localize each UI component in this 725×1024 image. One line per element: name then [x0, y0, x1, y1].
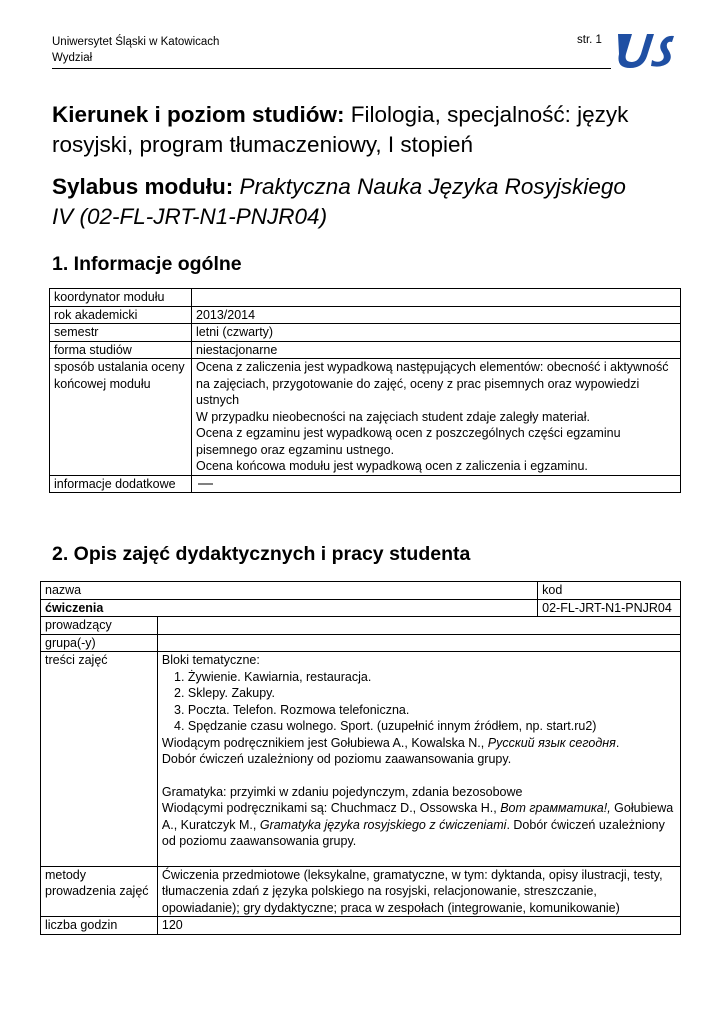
methods-text: Ćwiczenia przedmiotowe (leksykalne, gramatyczne, w tym: dyktanda, opisy ilustracji, testy, tłumaczenia zdań z języka polskiego na rosyjski, relacjonowanie, streszczanie, opowiadanie); gry dydaktyczne; praca w zespołach (integrowanie, komunikowanie) [157, 866, 680, 917]
table-row: koordynator modułu [50, 289, 681, 307]
additional-info-label: informacje dodatkowe [50, 475, 192, 493]
methods-label: metody prowadzenia zajęć [41, 866, 158, 917]
list-item: 3. Poczta. Telefon. Rozmowa telefoniczna. [188, 702, 676, 719]
list-item: 2. Sklepy. Zakupy. [188, 685, 676, 702]
table-row [41, 652, 681, 867]
hours-label: liczba godzin [41, 917, 158, 935]
table-row: forma studiów niestacjonarne [50, 341, 681, 359]
table-row [41, 599, 681, 617]
content-label: treści zajęć [41, 652, 158, 867]
section1-heading: 1. Informacje ogólne [52, 253, 242, 275]
syllabus-title: Sylabus modułu: Praktyczna Nauka Języka Rosyjskiego IV (02-FL-JRT-N1-PNJR04) [52, 174, 626, 229]
assessment-label: sposób ustalania oceny końcowej modułu [50, 359, 192, 476]
university-logo-icon [612, 30, 676, 70]
table-row: prowadzący [41, 617, 681, 635]
class-name: ćwiczenia [41, 599, 538, 617]
additional-info-value: — [198, 474, 213, 492]
page-header [52, 34, 219, 66]
university-name: Uniwersytet Śląski w Katowicach [52, 36, 220, 48]
table-row: nazwa kod [41, 582, 681, 600]
list-item: 4. Spędzanie czasu wolnego. Sport. (uzupełnić innym źródłem, np. start.ru2) [188, 718, 676, 735]
table-row [41, 866, 681, 917]
general-info-table [49, 288, 681, 493]
program-title: Kierunek i poziom studiów: Filologia, specjalność: język rosyjski, program tłumaczeniowy, I stopień [52, 102, 629, 157]
topics-list [162, 669, 676, 735]
table-row [50, 359, 681, 476]
table-row: semestr letni (czwarty) [50, 324, 681, 342]
assessment-text: Ocena z zaliczenia jest wypadkową następujących elementów: obecność i aktywność na zajęciach, przygotowanie do zajęć, oceny z prac pisemnych oraz wypowiedzi ustnych W przypadku nieobecności na zajęciach student zdaje zaległy materiał. Ocena z egzaminu jest wypadkową ocen z poszczególnych części egzaminu pisemnego oraz egzaminu ustnego. Ocena końcowa modułu jest wypadkową ocen z zaliczenia i egzaminu. [192, 359, 681, 476]
hours-value: 120 [157, 917, 680, 935]
table-row [50, 475, 681, 493]
section2-heading: 2. Opis zajęć dydaktycznych i pracy studenta [52, 543, 471, 565]
table-row: grupa(-y) [41, 634, 681, 652]
page-number: str. 1 [577, 34, 602, 46]
classes-table [40, 581, 681, 935]
table-row [41, 917, 681, 935]
class-code: 02-FL-JRT-N1-PNJR04 [538, 599, 681, 617]
header-divider [52, 68, 611, 69]
list-item: 1. Żywienie. Kawiarnia, restauracja. [188, 669, 676, 686]
content-text: Bloki tematyczne: 1. Żywienie. Kawiarnia, restauracja. 2. Sklepy. Zakupy. 3. Poczta. Telefon. Rozmowa telefoniczna. 4. Spędzanie czasu wolnego. Sport. (uzupełnić innym źródłem, np. start.ru2) Wiodącym podręcznikiem jest Gołubiewa A., Kowalska N., Русский язык сегодня. Dobór ćwiczeń uzależniony od poziomu zaawansowania grupy. Gramatyka: przyimki w zdaniu pojedynczym, zdania bezosobowe Wiodącymi podręcznikami są: Chuchmacz D., Ossowska H., Вот грамматика!, Gołubiewa A., Kuratczyk M., Gramatyka języka rosyjskiego z ćwiczeniami. Dobór ćwiczeń uzależniony od poziomu zaawansowania grupy. [157, 652, 680, 867]
table-row: rok akademicki 2013/2014 [50, 306, 681, 324]
department-name: Wydział [52, 52, 93, 64]
